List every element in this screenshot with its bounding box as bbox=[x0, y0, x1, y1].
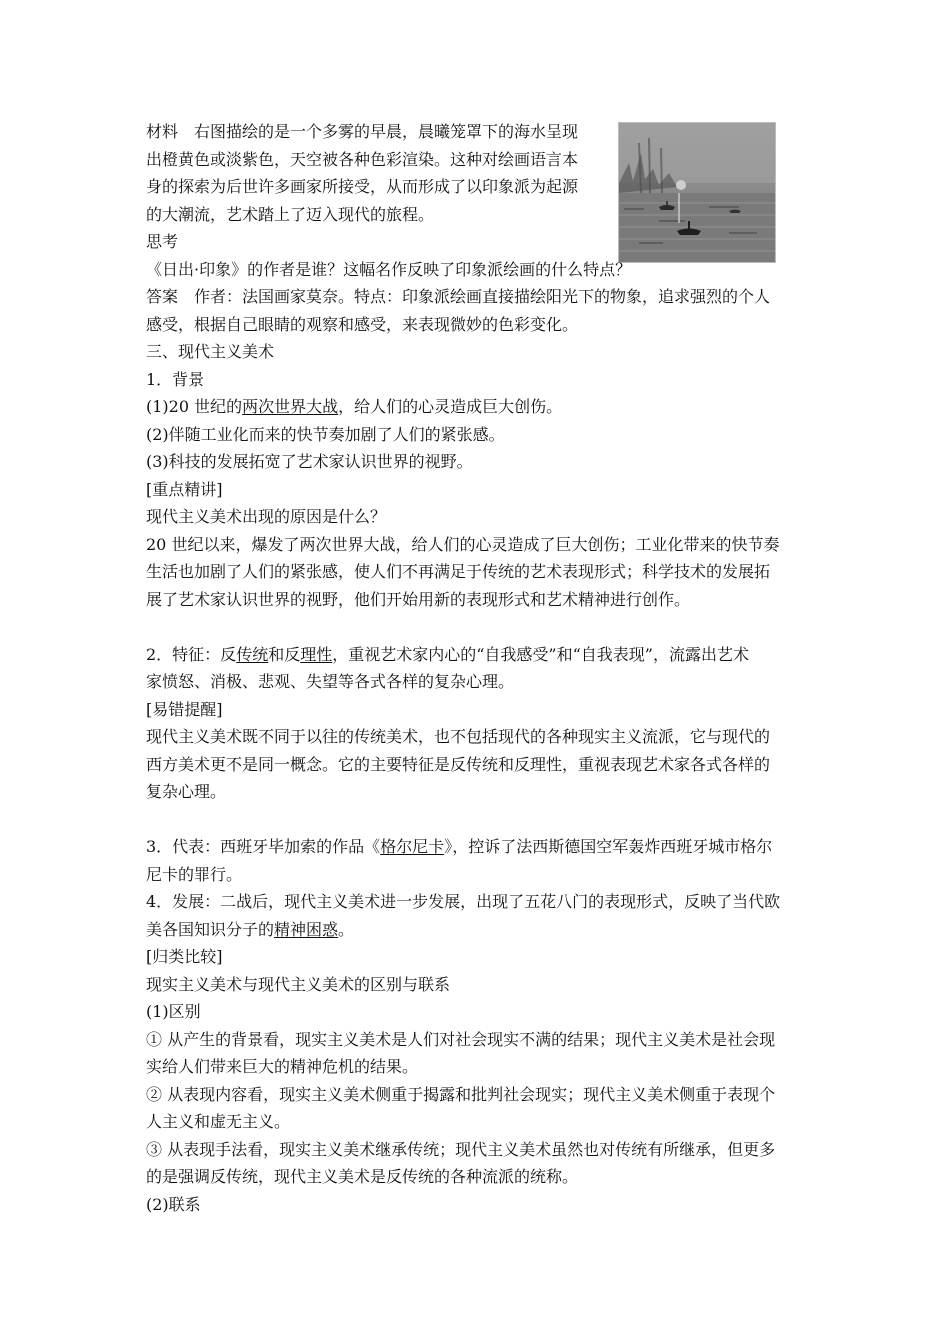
background-title: 1．背景 bbox=[146, 369, 205, 389]
rep-post: 》，控诉了法西斯德国空军轰炸西班牙城市格尔 bbox=[444, 837, 773, 856]
dev-keyword: 精神困惑 bbox=[274, 919, 339, 939]
material-line-2: 出橙黄色或淡紫色，天空被各种色彩渲染。这种对绘画语言本 bbox=[146, 149, 579, 169]
feature-line-1 bbox=[146, 641, 811, 669]
answer-text: 作者：法国画家莫奈。特点：印象派绘画直接描绘阳光下的物象，追求强烈的个人 bbox=[194, 287, 771, 306]
answer-line-2: 感受，根据自己眼睛的观察和感受，来表现微妙的色彩变化。 bbox=[146, 314, 579, 334]
dev-line-2 bbox=[146, 916, 811, 944]
feature-line-2: 家愤怒、消极、悲观、失望等各式各样的复杂心理。 bbox=[146, 672, 515, 691]
material-text: 右图描绘的是一个多雾的早晨，晨曦笼罩下的海水呈现 bbox=[194, 122, 579, 141]
dev-line-1: 4．发展：二战后，现代主义美术进一步发展，出现了五花八门的表现形式，反映了当代欧 bbox=[146, 892, 781, 911]
rep-line-2: 尼卡的罪行。 bbox=[146, 864, 243, 884]
answer-line-1 bbox=[146, 283, 811, 311]
warn-line-3: 复杂心理。 bbox=[146, 782, 227, 801]
diff-line-3: ② 从表现内容看，现实主义美术侧重于揭露和批判社会现实；现代主义美术侧重于表现个 bbox=[146, 1084, 776, 1104]
feature-keyword-2: 理性 bbox=[300, 644, 333, 664]
background-item-3: (3)科技的发展拓宽了艺术家认识世界的视野。 bbox=[146, 452, 473, 471]
material-line-3: 身的探索为后世许多画家所接受，从而形成了以印象派为起源 bbox=[146, 177, 579, 196]
think-label: 思考 bbox=[146, 232, 179, 251]
warn-line-1: 现代主义美术既不同于以往的传统美术，也不包括现代的各种现实主义流派，它与现代的 bbox=[146, 727, 771, 746]
bg-item1-post: ，给人们的心灵造成巨大创伤。 bbox=[338, 397, 563, 416]
material-line-1 bbox=[146, 118, 616, 146]
compare-label: [归类比较] bbox=[146, 947, 223, 966]
material-line-4: 的大潮流，艺术踏上了迈入现代的旅程。 bbox=[146, 204, 435, 224]
key-line-2: 生活也加剧了人们的紧张感，使人们不再满足于传统的艺术表现形式；科学技术的发展拓 bbox=[146, 562, 771, 581]
compare-title: 现实主义美术与现代主义美术的区别与联系 bbox=[146, 974, 451, 994]
feature-post: ，重视艺术家内心的“自我感受”和“自我表现”，流露出艺术 bbox=[332, 644, 749, 664]
key-question: 现代主义美术出现的原因是什么？ bbox=[146, 507, 387, 526]
dev-post: 。 bbox=[338, 919, 355, 939]
feature-keyword-1: 传统 bbox=[236, 644, 269, 664]
rep-line-1 bbox=[146, 833, 811, 861]
bg-item1-pre: (1)20 世纪的 bbox=[146, 397, 243, 416]
feature-mid: 和反 bbox=[268, 644, 301, 664]
diff-title: (1)区别 bbox=[146, 1002, 201, 1021]
diff-line-4: 人主义和虚无主义。 bbox=[146, 1112, 291, 1131]
warn-label: [易错提醒] bbox=[146, 699, 223, 719]
diff-line-5: ③ 从表现手法看，现实主义美术继承传统；现代主义美术虽然也对传统有所继承，但更多 bbox=[146, 1139, 776, 1159]
background-item-1 bbox=[146, 393, 811, 421]
document-body bbox=[146, 118, 811, 1218]
answer-label: 答案 bbox=[146, 287, 179, 306]
link-title: (2)联系 bbox=[146, 1194, 201, 1214]
dev-pre: 美各国知识分子的 bbox=[146, 919, 275, 939]
warn-line-2: 西方美术更不是同一概念。它的主要特征是反传统和反理性，重视表现艺术家各式各样的 bbox=[146, 754, 771, 774]
diff-line-1: ① 从产生的背景看，现实主义美术是人们对社会现实不满的结果；现代主义美术是社会现 bbox=[146, 1029, 776, 1049]
diff-line-6: 的是强调反传统，现代主义美术是反传统的各种流派的统称。 bbox=[146, 1167, 579, 1186]
key-line-1: 20 世纪以来，爆发了两次世界大战，给人们的心灵造成了巨大创伤；工业化带来的快节奏 bbox=[146, 534, 780, 554]
spacer bbox=[146, 806, 811, 834]
section-title: 三、现代主义美术 bbox=[146, 342, 275, 361]
feature-pre: 2．特征：反 bbox=[146, 644, 237, 664]
diff-line-2: 实给人们带来巨大的精神危机的结果。 bbox=[146, 1057, 419, 1076]
spacer bbox=[146, 613, 811, 641]
key-label: [重点精讲] bbox=[146, 479, 223, 499]
background-item-2: (2)伴随工业化而来的快节奏加剧了人们的紧张感。 bbox=[146, 424, 505, 444]
bg-item1-keyword: 两次世界大战 bbox=[242, 397, 339, 416]
rep-keyword: 格尔尼卡 bbox=[380, 837, 445, 856]
key-line-3: 展了艺术家认识世界的视野，他们开始用新的表现形式和艺术精神进行创作。 bbox=[146, 589, 691, 609]
think-question: 《日出·印象》的作者是谁？这幅名作反映了印象派绘画的什么特点？ bbox=[146, 259, 632, 279]
material-block bbox=[146, 118, 616, 228]
material-label: 材料 bbox=[146, 122, 179, 141]
rep-pre: 3．代表：西班牙毕加索的作品《 bbox=[146, 837, 381, 856]
